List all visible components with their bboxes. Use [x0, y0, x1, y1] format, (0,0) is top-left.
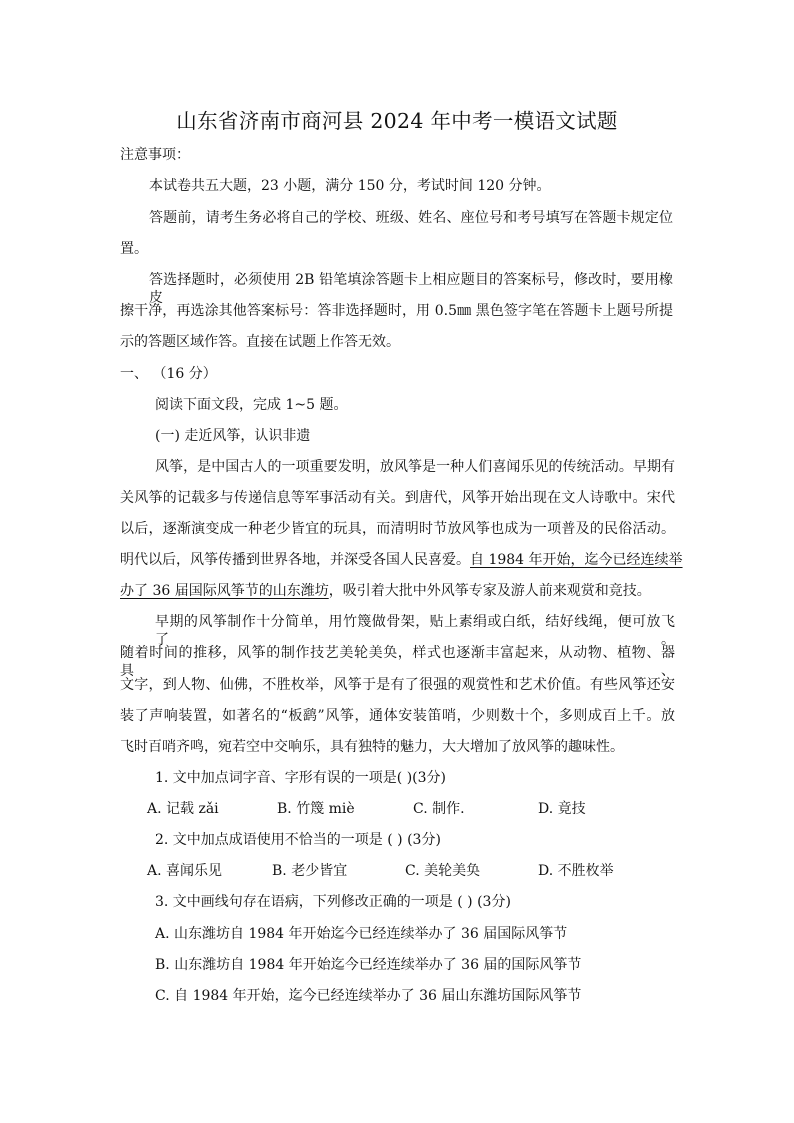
notice-paragraph-3-line-1: 答选择题时，必须使用 2B 铅笔填涂答题卡上相应题目的答案标号，修改时，要用橡皮: [149, 272, 673, 306]
notice-paragraph-3-line-3: 示的答题区域作答。直接在试题上作答无效。: [120, 334, 400, 350]
question-2-option-c: C. 美轮美奂: [405, 863, 481, 879]
question-2-option-b: B. 老少皆宜: [272, 863, 348, 879]
question-3-stem: 3. 文中画线句存在语病，下列修改正确的一项是 ( ) (3分): [155, 894, 511, 910]
section-heading: 一、 （16 分）: [120, 366, 217, 382]
question-2-option-a: A. 喜闻乐见: [147, 863, 223, 879]
passage-1-line-4: [120, 551, 683, 569]
exam-title: 山东省济南市商河县 2024 年中考一模语文试题: [176, 109, 618, 133]
notice-paragraph-2-line-2: 置。: [120, 241, 148, 257]
question-3-option-c: C. 自 1984 年开始，迄今已经连续举办了 36 届山东潍坊国际风筝节: [155, 988, 582, 1004]
passage-2-line-4: 装了声响装置，如著名的“板鹞”风筝，通体安装笛哨，少则数十个，多则成百上千。放: [120, 708, 675, 724]
passage-2-line-3: 文字，到人物、仙佛，不胜枚举，风筝于是有了很强的观赏性和艺术价值。有些风筝还安: [120, 677, 675, 693]
question-1-stem: 1. 文中加点词字音、字形有误的一项是( )(3分): [155, 770, 447, 786]
question-3-option-b: B. 山东潍坊自 1984 年开始迄今已经连续举办了 36 届的国际风筝节: [155, 957, 582, 973]
passage-1-line-3: 以后，逐渐演变成一种老少皆宜的玩具，而清明时节放风筝也成为一项普及的民俗活动。: [120, 521, 675, 537]
notice-paragraph-3-line-2: 擦干净，再选涂其他答案标号：答非选择题时，用 0.5㎜ 黑色签字笔在答题卡上题号所提: [120, 303, 673, 319]
question-2-stem: 2. 文中加点成语使用不恰当的一项是 ( ) (3分): [155, 832, 441, 848]
question-1-option-d: D. 竟技: [538, 801, 586, 817]
question-2-option-d: D. 不胜枚举: [538, 863, 614, 879]
passage-1-line-2: 关风筝的记载多与传递信息等军事活动有关。到唐代，风筝开始出现在文人诗歌中。宋代: [120, 490, 675, 506]
reading-instruction: 阅读下面文段，完成 1~5 题。: [155, 397, 348, 413]
passage-2-line-1: 早期的风筝制作十分简单，用竹篾做骨架，贴上素绢或白纸，结好线绳，便可放飞了。: [155, 614, 675, 648]
notice-paragraph-1: 本试卷共五大题，23 小题，满分 150 分，考试时间 120 分钟。: [149, 178, 551, 194]
passage-1-line-4-plain: 明代以后，风筝传播到世界各地，并深受各国人民喜爱。: [120, 552, 470, 568]
underlined-sentence-part-2: 办了 36 届国际风筝节的山东潍坊: [120, 583, 329, 599]
passage-1-line-1: 风筝，是中国古人的一项重要发明，放风筝是一种人们喜闻乐见的传统活动。早期有: [155, 459, 675, 475]
underlined-sentence-part-1: 自 1984 年开始，迄今已经连续举: [470, 552, 683, 568]
notice-heading: 注意事项：: [120, 147, 190, 163]
question-1-option-b: B. 竹篾 miè: [277, 801, 355, 817]
question-1-option-a: A. 记载 zǎi: [147, 801, 219, 817]
question-1-option-c: C. 制作.: [413, 801, 465, 817]
notice-paragraph-2-line-1: 答题前，请考生务必将自己的学校、班级、姓名、座位号和考号填写在答题卡规定位: [149, 210, 673, 226]
passage-1-line-5: [120, 582, 651, 600]
passage-2-line-5: 飞时百哨齐鸣，宛若空中交响乐，具有独特的魅力，大大增加了放风筝的趣味性。: [120, 739, 624, 755]
question-3-option-a: A. 山东潍坊自 1984 年开始迄今已经连续举办了 36 届国际风筝节: [155, 926, 568, 942]
passage-subheading: (一) 走近风筝，认识非遗: [155, 428, 311, 444]
passage-1-line-5-plain: ，吸引着大批中外风筝专家及游人前来观赏和竞技。: [328, 583, 651, 599]
passage-2-line-2: 随着时间的推移，风筝的制作技艺美轮美奂，样式也逐渐丰富起来，从动物、植物、器具、: [120, 645, 675, 679]
